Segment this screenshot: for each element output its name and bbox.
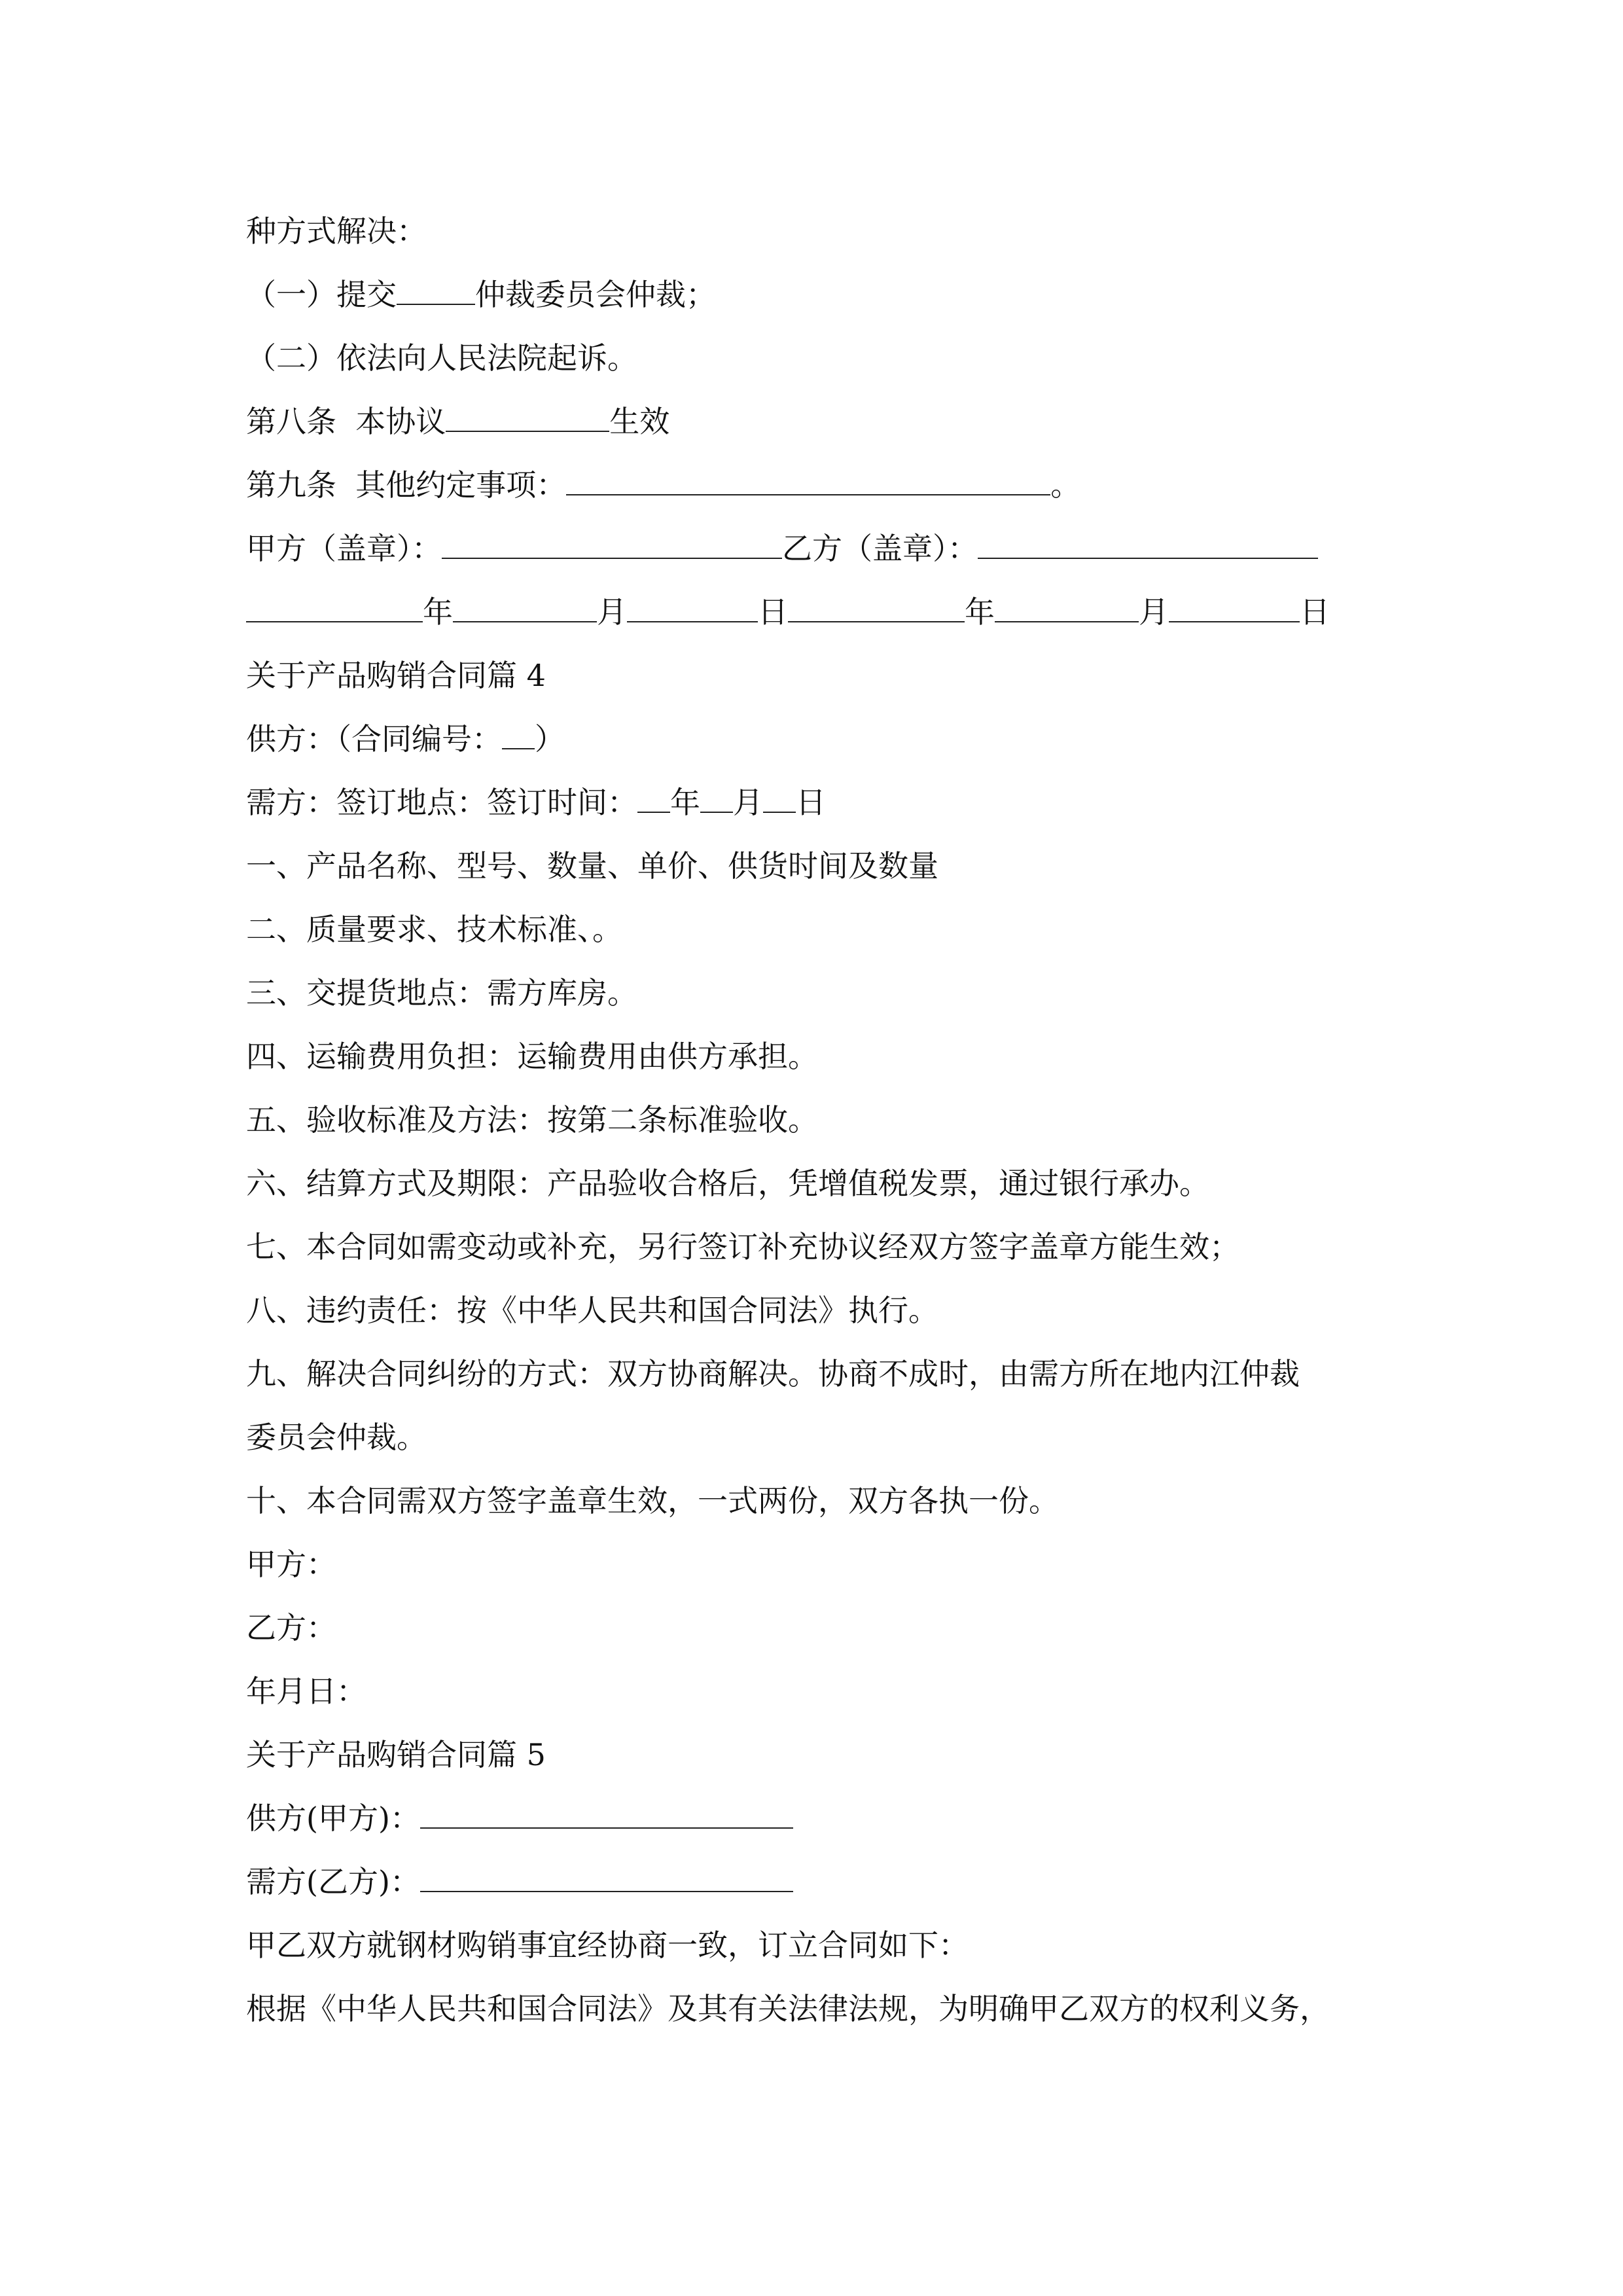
blank-line <box>763 783 796 813</box>
text-line <box>246 973 637 1013</box>
text-span: 生效 <box>609 404 670 439</box>
text-line <box>246 529 1318 568</box>
text-span: 三、交提货地点：需方库房。 <box>246 975 637 1011</box>
text-span: 七、本合同如需变动或补充，另行签订补充协议经双方签字盖章方能生效； <box>246 1229 1240 1265</box>
text-line <box>246 1037 818 1076</box>
text-line <box>246 1354 1300 1393</box>
text-span: 需方(乙方)： <box>246 1864 420 1899</box>
text-line <box>246 846 938 886</box>
text-span: 八、违约责任：按《中华人民共和国合同法》执行。 <box>246 1293 938 1328</box>
text-span: 乙方： <box>246 1610 336 1645</box>
blank-line <box>420 1862 793 1892</box>
text-span: 。 <box>1050 467 1081 503</box>
text-span: 种方式解决： <box>246 213 427 249</box>
blank-line <box>246 592 423 622</box>
text-span: 五、验收标准及方法：按第二条标准验收。 <box>246 1102 818 1138</box>
text-line <box>246 1291 938 1330</box>
section-heading <box>246 656 546 695</box>
text-span: 关于产品购销合同篇 5 <box>246 1737 546 1772</box>
text-line <box>246 1989 1330 2028</box>
text-span: 第八条 本协议 <box>246 404 446 439</box>
text-span: 日 <box>1300 594 1330 630</box>
text-line <box>246 338 637 378</box>
blank-line <box>978 529 1318 559</box>
text-line <box>246 1227 1240 1266</box>
text-span: 日 <box>758 594 788 630</box>
text-span: 供方(甲方)： <box>246 1801 420 1836</box>
section-heading <box>246 1735 546 1774</box>
text-span: （一）提交 <box>246 277 397 312</box>
text-line <box>246 1608 336 1647</box>
text-line <box>246 211 427 251</box>
text-span: 四、运输费用负担：运输费用由供方承担。 <box>246 1039 818 1074</box>
blank-line <box>700 783 733 813</box>
text-span: 第九条 其他约定事项： <box>246 467 567 503</box>
text-span: 月 <box>733 785 763 820</box>
text-line <box>246 402 669 441</box>
text-line <box>246 1672 366 1711</box>
text-span: 月 <box>1139 594 1169 630</box>
text-span: （二）依法向人民法院起诉。 <box>246 340 637 376</box>
blank-line <box>446 402 609 432</box>
blank-line <box>1169 592 1300 622</box>
text-span: 日 <box>796 785 826 820</box>
blank-line <box>502 719 535 749</box>
text-line <box>246 1799 793 1838</box>
blank-line <box>995 592 1139 622</box>
blank-line <box>627 592 758 622</box>
text-span: 委员会仲裁。 <box>246 1420 427 1455</box>
text-span: 二、质量要求、技术标准、。 <box>246 912 622 947</box>
text-span: 一、产品名称、型号、数量、单价、供货时间及数量 <box>246 848 938 884</box>
text-line <box>246 1862 793 1901</box>
text-span: 仲裁委员会仲裁； <box>475 277 716 312</box>
text-span: 年 <box>965 594 995 630</box>
text-span: 关于产品购销合同篇 4 <box>246 658 546 693</box>
blank-line <box>788 592 965 622</box>
text-line <box>246 1100 818 1139</box>
text-line <box>246 465 1080 505</box>
blank-line <box>442 529 782 559</box>
text-span: 乙方（盖章）： <box>782 531 978 566</box>
text-span: 根据《中华人民共和国合同法》及其有关法律法规，为明确甲乙双方的权利义务， <box>246 1991 1330 2026</box>
text-span: 九、解决合同纠纷的方式：双方协商解决。协商不成时，由需方所在地内江仲裁 <box>246 1356 1300 1391</box>
text-span: 年月日： <box>246 1674 366 1709</box>
blank-line <box>453 592 597 622</box>
text-line <box>246 1481 1059 1520</box>
text-line <box>246 783 826 822</box>
text-span: 十、本合同需双方签字盖章生效，一式两份，双方各执一份。 <box>246 1483 1059 1518</box>
text-line <box>246 1545 336 1584</box>
text-line <box>246 1418 427 1457</box>
text-line <box>246 910 622 949</box>
blank-line <box>397 275 475 305</box>
text-line <box>246 1164 1209 1203</box>
text-span: 年 <box>423 594 453 630</box>
blank-line <box>566 465 1050 495</box>
text-span: 甲方： <box>246 1547 336 1582</box>
text-line <box>246 592 1330 632</box>
text-span: 供方：（合同编号： <box>246 721 502 757</box>
text-span: 年 <box>670 785 700 820</box>
text-span: 需方：签订地点：签订时间： <box>246 785 637 820</box>
blank-line <box>637 783 670 813</box>
text-line <box>246 1926 969 1965</box>
text-line <box>246 719 565 759</box>
text-span: 六、结算方式及期限：产品验收合格后，凭增值税发票，通过银行承办。 <box>246 1166 1209 1201</box>
blank-line <box>420 1799 793 1829</box>
text-line <box>246 275 716 314</box>
text-span: 甲乙双方就钢材购销事宜经协商一致，订立合同如下： <box>246 1928 969 1963</box>
text-span: ） <box>535 721 565 757</box>
text-span: 月 <box>597 594 627 630</box>
text-span: 甲方（盖章）： <box>246 531 442 566</box>
